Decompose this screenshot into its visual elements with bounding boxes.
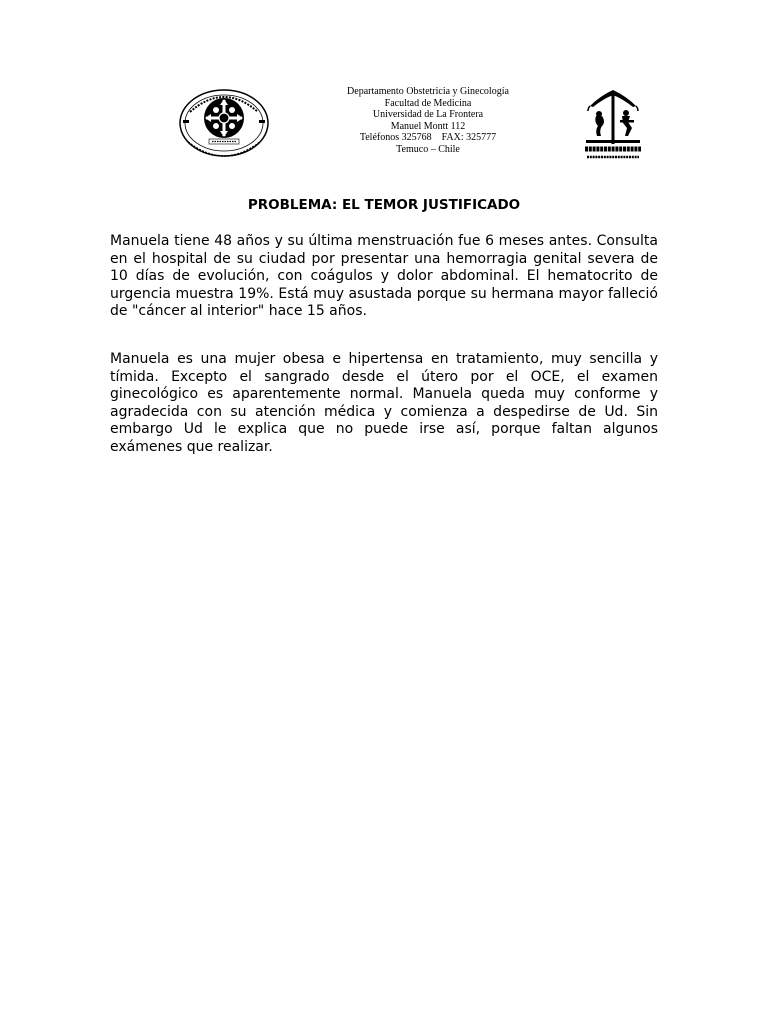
university-seal-icon (176, 86, 272, 164)
paragraph-case-presentation: Manuela tiene 48 años y su última menstruación fue 6 meses antes. Consulta en el hospital de su ciudad por presentar una hemorragia genital severa de 10 días de evolución, con coágulos y dolor abdominal. El hematocrito de urgencia muestra 19%. Está muy asustada porque su hermana mayor falleció de "cáncer al interior" hace 15 años. (110, 233, 658, 320)
address-line-department: Departamento Obstetricia y Ginecología (347, 86, 509, 97)
letterhead (0, 80, 768, 180)
address-line-street: Manuel Montt 112 (390, 120, 466, 132)
address-line-phone: Teléfonos 325768 FAX: 325777 (359, 132, 497, 143)
faculty-emblem-icon (582, 86, 644, 164)
address-line-university: Universidad de La Frontera (372, 109, 484, 120)
address-line-faculty: Facultad de Medicina (384, 97, 472, 109)
document-title: PROBLEMA: EL TEMOR JUSTIFICADO (247, 197, 521, 213)
address-line-city: Temuco – Chile (396, 143, 460, 155)
paragraph-patient-context: Manuela es una mujer obesa e hipertensa en tratamiento, muy sencilla y tímida. Excepto el sangrado desde el útero por el OCE, el examen ginecológico es aparentemente normal. Manuela queda muy conforme y agradecida con su atención médica y comienza a despedirse de Ud. Sin embargo Ud le explica que no puede irse así, porque faltan algunos exámenes que realizar. (110, 351, 658, 455)
letterhead-address (308, 86, 548, 155)
